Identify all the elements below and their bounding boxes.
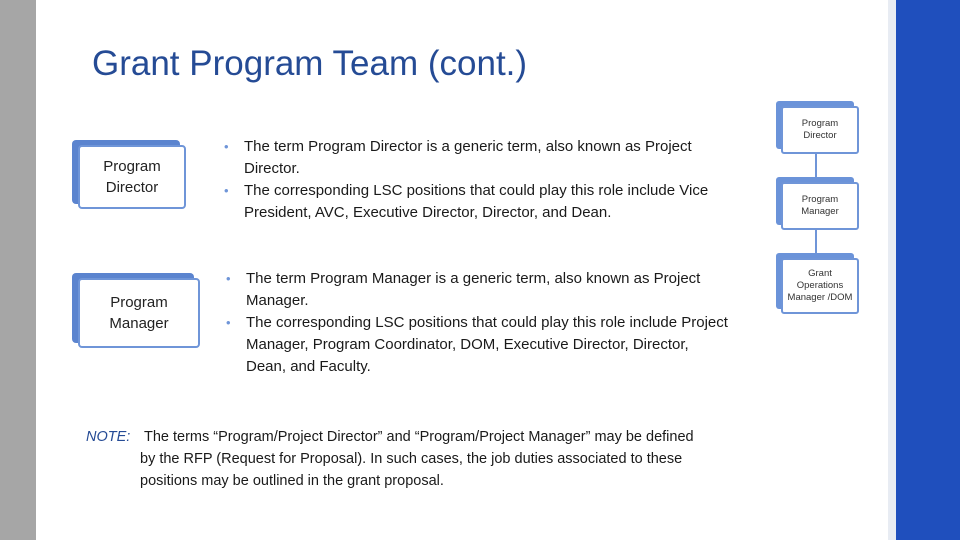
role-box-program-manager	[78, 278, 200, 348]
note-text: The terms “Program/Project Director” and “Program/Project Manager” may be defined by the RFP (Request for Proposal). In such cases, the job duties associated to these positions may be outlined in the grant proposal.	[140, 429, 694, 489]
hierarchy-label-line2: Manager	[801, 206, 839, 217]
hierarchy-label-line2: Director	[803, 130, 837, 141]
note-block	[86, 426, 696, 492]
bullet-item: • The term Program Manager is a generic term, also known as Project Manager.	[222, 268, 732, 312]
program-director-bullets	[220, 136, 720, 224]
note-label: NOTE:	[86, 429, 131, 445]
bullet-item: • The term Program Director is a generic term, also known as Project Director.	[220, 136, 720, 180]
hierarchy-box-program-manager	[781, 182, 859, 230]
hierarchy-label-line1: Grant	[808, 268, 832, 279]
role-box-label-line1: Program	[110, 294, 168, 311]
hierarchy-label-line2: Operations	[796, 280, 844, 291]
right-side-strip	[888, 0, 896, 540]
slide-title: Grant Program Team (cont.)	[92, 44, 528, 83]
program-manager-bullets	[222, 268, 732, 378]
role-box-label-line1: Program	[103, 158, 161, 175]
bullet-item: • The corresponding LSC positions that could play this role include Vice President, AVC, Executive Director, Director, and Dean.	[220, 180, 720, 224]
right-side-bar	[896, 0, 960, 540]
left-side-bar	[0, 0, 36, 540]
hierarchy-label-line1: Program	[801, 194, 839, 205]
role-box-label-line2: Director	[105, 179, 159, 196]
role-box-label-line2: Manager	[109, 315, 169, 332]
hierarchy-box-grant-operations-manager	[781, 258, 859, 314]
hierarchy-connector	[815, 152, 817, 182]
bullet-item: • The corresponding LSC positions that could play this role include Project Manager, Program Coordinator, DOM, Executive Director, Director, Dean, and Faculty.	[222, 312, 732, 378]
hierarchy-label-line3: Manager /DOM	[787, 292, 853, 303]
hierarchy-connector	[815, 228, 817, 258]
role-box-program-director	[78, 145, 186, 209]
hierarchy-box-program-director	[781, 106, 859, 154]
hierarchy-label-line1: Program	[801, 118, 839, 129]
